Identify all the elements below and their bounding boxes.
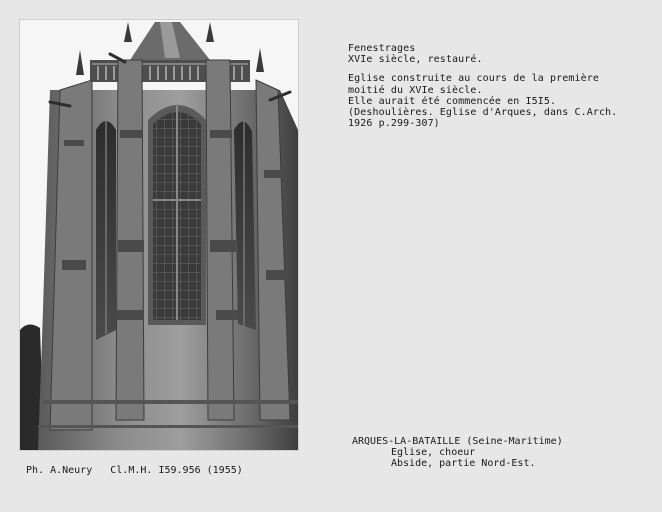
history-line: Elle aurait été commencée en I5I5.	[348, 95, 557, 107]
classification-number: Cl.M.H. I59.956	[110, 465, 201, 476]
photographer: Ph. A.Neury	[26, 465, 93, 476]
detail-line: Abside, partie Nord-Est.	[391, 458, 536, 470]
description-notes	[348, 43, 648, 129]
history-line: Eglise construite au cours de la première	[348, 73, 599, 85]
church-apse-photo	[20, 20, 298, 450]
history-line: 1926 p.299-307)	[348, 118, 440, 130]
location-block	[352, 436, 652, 470]
subject-line: Fenestrages	[348, 43, 416, 54]
history-line: moitié du XVIe siècle.	[348, 84, 483, 96]
building-line: Eglise, choeur	[391, 447, 476, 459]
photo-credit	[26, 465, 243, 476]
date-line: XVIe siècle, restauré.	[348, 54, 483, 66]
commune-line: ARQUES-LA-BATAILLE (Seine-Maritime)	[352, 436, 563, 447]
photo-year: (1955)	[206, 465, 243, 476]
history-line: (Deshoulières. Eglise d'Arques, dans C.Arch.	[348, 107, 618, 119]
